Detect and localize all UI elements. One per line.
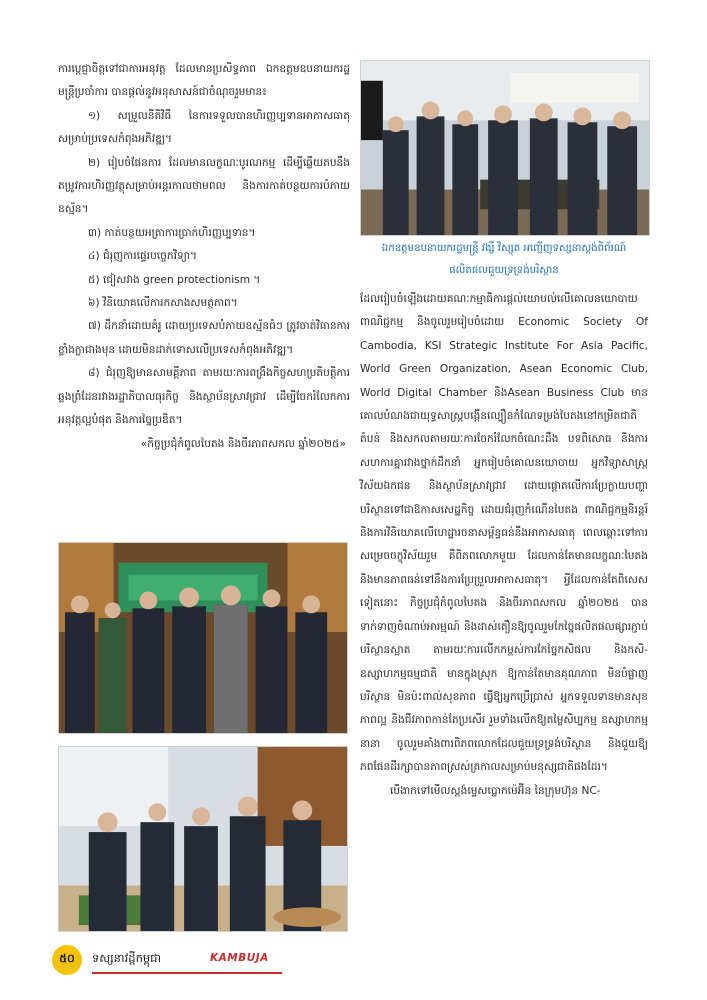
page-number: ៥០ — [52, 945, 82, 975]
right-column — [360, 288, 648, 803]
summit-title-quote: «កិច្ចប្រជុំកំពូលបៃតង និងចីរភាពសកល ឆ្នាំ២០២៥» — [140, 437, 346, 450]
summit-delegates-photo — [58, 542, 348, 734]
recommendation-6: ៦) វិនិយោគលើការកសាងសមត្ថភាព។ — [88, 297, 238, 310]
page-footer — [52, 945, 282, 975]
recommendation-3: ៣) កាត់បន្ថយអត្រាការប្រាក់ហិរញ្ញប្បទាន។ — [88, 226, 256, 239]
recommendation-8: ៨) ជំរុញឱ្យមានសាមគ្គីភាព តាមរយៈការពង្រឹងកិច្ចសហប្រតិបត្តិការឆ្លងព្រំដែនរវាងរដ្ឋាភិបាលធុរកិច្ច និងស្ថាប័នស្រាវជ្រាវ ដើម្បីចែករំលែកការអនុវត្តល្អបំផុត និងការច្នៃប្រឌិត។ — [58, 367, 350, 427]
photo-caption: ឯកឧត្តមឧបនាយករដ្ឋមន្ត្រី វង្សី វិស្សុត អញ្ជើញទស្សនាស្តង់ពិព័រណ៍ផលិតផលជួយទ្រទ្រង់បរិស្ថាន — [381, 243, 627, 276]
recommendation-7: ៧) ដឹកនាំដោយគំរូ ដោយប្រទេសបំភាយឧស្ម័នធំៗ ត្រូវចាត់វិធានការខ្លាំងក្លាជាងមុន ដោយមិនដាក់ទោសលើប្រទេសកំពុងអភិវឌ្ឍ។ — [58, 320, 350, 356]
summit-description: ដែលរៀបចំឡើងដោយគណៈកម្មាធិការផ្តល់យោបល់លើគោលនយោបាយពាណិជ្ជកម្ម និងចូលរួមរៀបចំដោយ Economic Society Of Cambodia, KSI Strategic Institute For Asia Pacific, World Green Organization, Asean Economic Club, World Digital Chamber និងAsean Business Club មានគោលបំណងជាយុទ្ធសាស្ត្របង្កើនល្បឿនកំណែទម្រង់បៃតងនៅកម្រិតជាតិ តំបន់ និងសកលតាមរយៈការចែករំលែកចំណេះដឹង បទពិសោធ និងការសហការគ្នារវាងថ្នាក់ដឹកនាំ អ្នករៀបចំគោលនយោបាយ អ្នកវិទ្យាសាស្ត្រ វិស័យឯកជន និងស្ថាប័នស្រាវជ្រាវ ដោយផ្តោតលើការប្រែក្លាយបញ្ហាបរិស្ថានទៅជាឱកាសសេដ្ឋកិច្ច ដោយជំរុញកំណើនបៃតង ពាណិជ្ជកម្មនិរន្តរ៍ និងការវិនិយោគលើហេដ្ឋារចនាសម្ព័ន្ធធន់នឹងអាកាសធាតុ ពេលឆ្ពោះទៅការសម្រេចចក្ខុវិស័យរួម គឺពិភពលោកមួយ ដែលកាន់តែមានលក្ខណៈបៃតង និងមានភាពធន់ទៅនឹងការប្រែប្រួលអាកាសធាតុ។ អ្វីដែលកាន់តែពិសេសទៀតនោះ កិច្ចប្រជុំកំពូលបៃតង និងចីរភាពសកល ឆ្នាំ២០២៥ បានទាក់ទាញចំណាប់អារម្មណ៍ និងដាស់តឿនឱ្យចូលរួមកែច្នៃផលិតផលផ្សារភ្ជាប់បរិស្ថានស្អាត តាមរយៈការលើកកម្ពស់ការកែច្នៃកសិផល និងកសិ-ឧស្សាហកម្មធម្មជាតិ មានក្នុងស្រុក ឱ្យកាន់តែមានគុណភាព មិនបំផ្លាញបរិស្ថាន មិនប៉ះពាល់សុខភាព ធ្វើឱ្យអ្នកប្រើប្រាស់ អ្នកទទួលទានមានសុខភាពល្អ និងជីវភាពកាន់តែប្រសើរ រួមទាំងលើកឱ្យតម្លៃសិប្បកម្ម ឧស្សាហកម្មនានា ចូលរួមគាំងពារពិភពលោកដែលជួយទ្រទ្រង់បរិស្ថាន និងជួយឱ្យភពផែនដីរក្សាបានភាពស្រស់ត្រកាលសម្រាប់មនុស្សជាតិផងដែរ។ — [360, 293, 648, 774]
booth-tasting-photo — [58, 746, 348, 932]
recommendation-2: ២) រៀបចំផែនការ ដែលមានលក្ខណៈបូរណកម្ម ដើម្បីឆ្លើយតបនឹងតម្រូវការហិរញ្ញវត្ថុសម្រាប់អន្តរកាលថាមពល និងការកាត់បន្ថយការបំភាយឧស្ម័ន។ — [58, 156, 350, 216]
magazine-title: ទស្សនាវដ្ដីកម្ពុជា — [92, 951, 162, 965]
intro-paragraph: ការប្ដេជ្ញាចិត្តទៅជាការអនុវត្ត ដែលមានប្រសិទ្ធភាព ឯកឧត្តមឧបនាយករដ្ឋមន្ត្រីប្រចាំការ បានផ្ដល់នូវអនុសាសន៍ជាចំណុចរួមមាន៖ — [58, 63, 350, 99]
recommendation-5: ៥) ជៀសវាង green protectionism ។ — [88, 273, 261, 286]
exhibition-visit-photo — [360, 60, 650, 236]
recommendation-1: ១) សម្រួលនីតិវិធី នៃការទទួលបានហិរញ្ញប្បទានអាកាសធាតុសម្រាប់ប្រទេសកំពុងអភិវឌ្ឍ។ — [58, 109, 350, 146]
left-column — [58, 58, 350, 456]
recommendation-4: ៤) ជំរុញការផ្ទេរបច្ចេកវិទ្យា។ — [88, 250, 198, 263]
closing-paragraph: បើងាកទៅមើលស្តង់ម្ទេសប្លោកម៉េអ៊ីន នៃក្រុមហ៊ុន NC- — [390, 784, 601, 797]
footer-divider — [92, 972, 282, 974]
magazine-brand: KAMBUJA — [210, 952, 269, 964]
